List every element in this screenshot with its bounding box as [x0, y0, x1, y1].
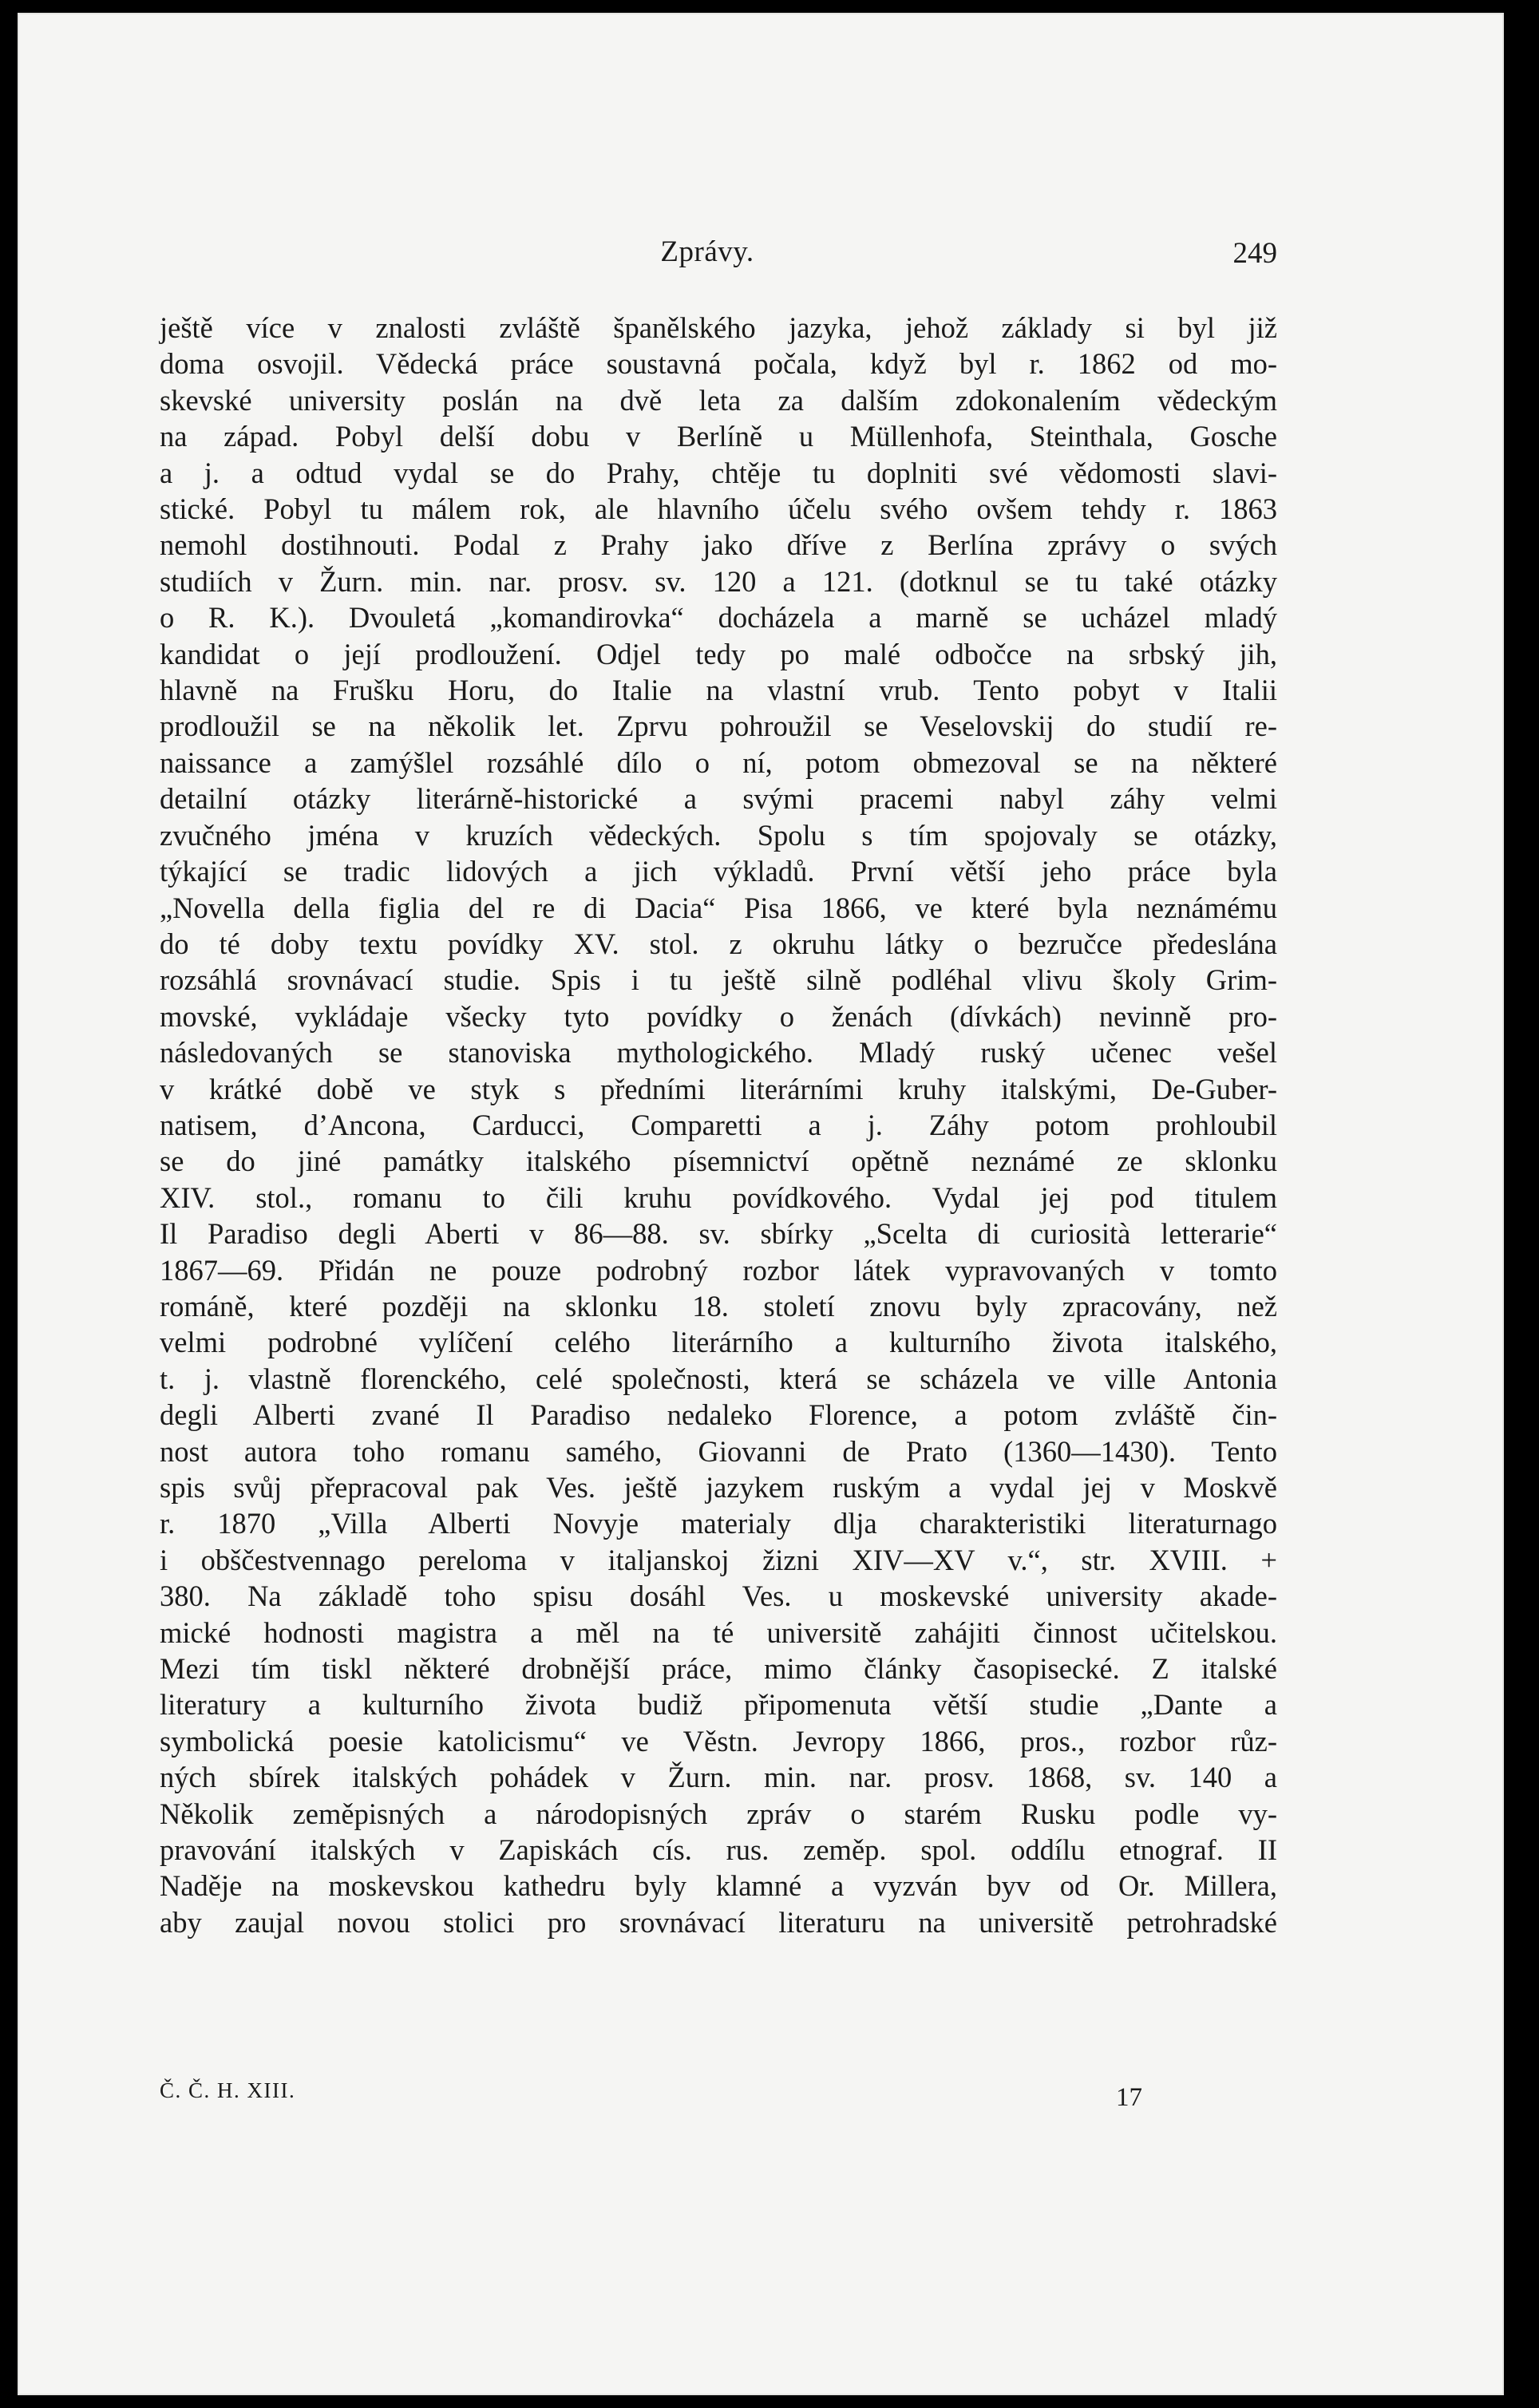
text-line: aby zaujal novou stolici pro srovnávací literaturu na universitě petrohradské: [160, 1905, 1277, 1939]
document-page: [18, 13, 1504, 2395]
text-line: stické. Pobyl tu málem rok, ale hlavního účelu svého ovšem tehdy r. 1863: [160, 492, 1277, 526]
text-line: se do jiné památky italského písemnictví opětně neznámé ze sklonku: [160, 1145, 1277, 1178]
text-line: a j. a odtud vydal se do Prahy, chtěje tu doplniti své vědomosti slavi-: [160, 456, 1277, 489]
text-line: nost autora toho romanu samého, Giovanni de Prato (1360—1430). Tento: [160, 1434, 1277, 1468]
text-line: r. 1870 „Villa Alberti Novyje materialy dlja charakteristiki literaturnago: [160, 1507, 1277, 1540]
text-line: literatury a kulturního života budiž připomenuta větší studie „Dante a: [160, 1688, 1277, 1722]
text-line: prodloužil se na několik let. Zprvu pohroužil se Veselovskij do studií re-: [160, 710, 1277, 743]
text-line: Naděje na moskevskou kathedru byly klamné a vyzván byv od Or. Millera,: [160, 1869, 1277, 1903]
text-line: velmi podrobné vylíčení celého literárního a kulturního života italského,: [160, 1326, 1277, 1359]
body-text: [160, 310, 1277, 1940]
text-line: zvučného jména v kruzích vědeckých. Spolu s tím spojovaly se otázky,: [160, 818, 1277, 852]
page-footer: [160, 2074, 1277, 2113]
text-line: doma osvojil. Vědecká práce soustavná počala, když byl r. 1862 od mo-: [160, 347, 1277, 381]
page-header: [137, 235, 1277, 275]
text-line: spis svůj přepracoval pak Ves. ještě jazykem ruským a vydal jej v Moskvě: [160, 1471, 1277, 1504]
text-line: detailní otázky literárně-historické a svými pracemi nabyl záhy velmi: [160, 782, 1277, 816]
text-line: skevské university poslán na dvě leta za dalším zdokonalením vědeckým: [160, 383, 1277, 417]
text-line: „Novella della figlia del re di Dacia“ Pisa 1866, ve které byla neznámému: [160, 891, 1277, 924]
text-line: natisem, d’Ancona, Carducci, Comparetti a j. Záhy potom prohloubil: [160, 1108, 1277, 1141]
printer-signature: Č. Č. H. XIII.: [160, 2078, 296, 2102]
sheet-number: 17: [1116, 2083, 1142, 2112]
text-line: hlavně na Frušku Horu, do Italie na vlastní vrub. Tento pobyt v Italii: [160, 674, 1277, 707]
text-line: ještě více v znalosti zvláště španělského jazyka, jehož základy si byl již: [160, 311, 1277, 344]
text-line: movské, vykládaje všecky tyto povídky o ženách (dívkách) nevinně pro-: [160, 999, 1277, 1033]
text-line: Několik zeměpisných a národopisných zpráv o starém Rusku podle vy-: [160, 1797, 1277, 1830]
text-line: následovaných se stanoviska mythologického. Mladý ruský učenec vešel: [160, 1036, 1277, 1070]
text-line: Il Paradiso degli Aberti v 86—88. sv. sbírky „Scelta di curiosità letterarie“: [160, 1217, 1277, 1251]
text-line: rozsáhlá srovnávací studie. Spis i tu ještě silně podléhal vlivu školy Grim-: [160, 963, 1277, 997]
text-line: ných sbírek italských pohádek v Žurn. min. nar. prosv. 1868, sv. 140 a: [160, 1761, 1277, 1794]
text-line: naissance a zamýšlel rozsáhlé dílo o ní, potom obmezoval se na některé: [160, 745, 1277, 779]
page-number: 249: [1232, 237, 1277, 270]
text-line: v krátké době ve styk s předními literárními kruhy italskými, De-Guber-: [160, 1072, 1277, 1105]
text-line: týkající se tradic lidových a jich výkladů. První větší jeho práce byla: [160, 855, 1277, 888]
text-line: i obščestvennago pereloma v italjanskoj žizni XIV—XV v.“, str. XVIII. +: [160, 1543, 1277, 1576]
text-line: kandidat o její prodloužení. Odjel tedy po malé odbočce na srbský jih,: [160, 637, 1277, 670]
running-title: Zprávy.: [660, 235, 754, 268]
text-line: degli Alberti zvané Il Paradiso nedaleko Florence, a potom zvláště čin-: [160, 1398, 1277, 1432]
text-line: o R. K.). Dvouletá „komandirovka“ docházela a marně se ucházel mladý: [160, 601, 1277, 635]
text-line: XIV. stol., romanu to čili kruhu povídkového. Vydal jej pod titulem: [160, 1180, 1277, 1214]
text-line: Mezi tím tiskl některé drobnější práce, mimo články časopisecké. Z italské: [160, 1652, 1277, 1686]
text-line: románě, které později na sklonku 18. století znovu byly zpracovány, než: [160, 1289, 1277, 1323]
text-line: pravování italských v Zapiskách cís. rus. zeměp. spol. oddílu etnograf. II: [160, 1833, 1277, 1867]
text-line: do té doby textu povídky XV. stol. z okruhu látky o bezručce předeslána: [160, 927, 1277, 960]
text-line: mické hodnosti magistra a měl na té universitě zahájiti činnost učitelskou.: [160, 1615, 1277, 1649]
text-line: studiích v Žurn. min. nar. prosv. sv. 120 a 121. (dotknul se tu také otázky: [160, 564, 1277, 598]
text-line: t. j. vlastně florenckého, celé společnosti, která se scházela ve ville Antonia: [160, 1362, 1277, 1395]
text-line: nemohl dostihnouti. Podal z Prahy jako dříve z Berlína zprávy o svých: [160, 528, 1277, 562]
text-line: 380. Na základě toho spisu dosáhl Ves. u moskevské university akade-: [160, 1580, 1277, 1613]
text-line: na západ. Pobyl delší dobu v Berlíně u Müllenhofa, Steinthala, Gosche: [160, 420, 1277, 453]
text-line: symbolická poesie katolicismu“ ve Věstn. Jevropy 1866, pros., rozbor růz-: [160, 1724, 1277, 1758]
text-line: 1867—69. Přidán ne pouze podrobný rozbor látek vypravovaných v tomto: [160, 1253, 1277, 1287]
